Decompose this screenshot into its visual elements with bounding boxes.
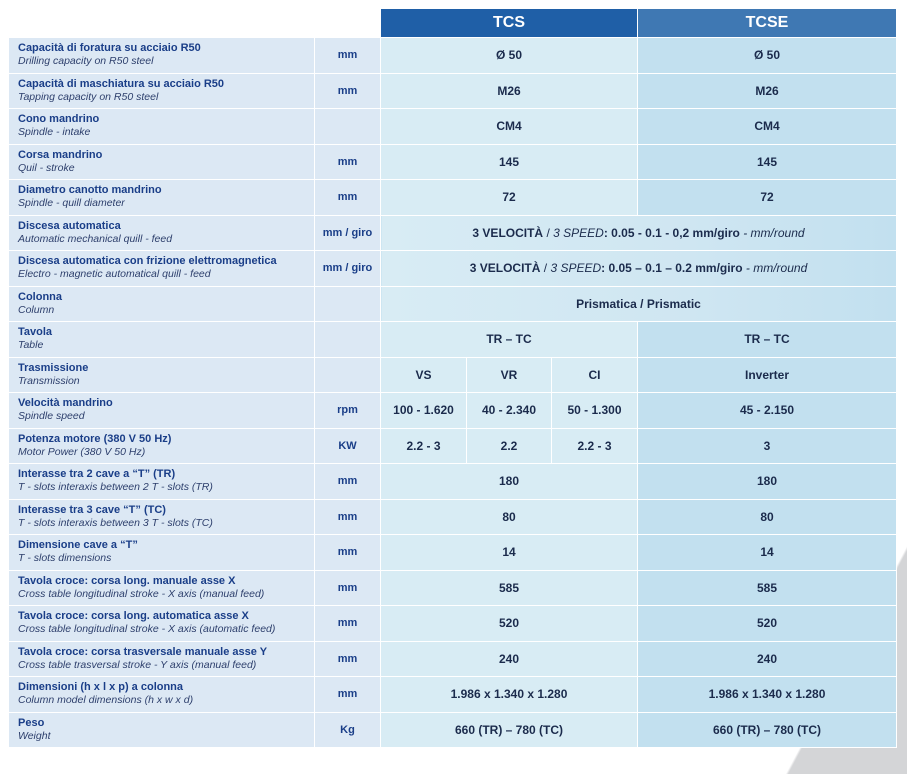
row-label	[9, 570, 315, 606]
label-en: Cross table trasversal stroke - Y axis (manual feed)	[18, 658, 257, 671]
tcs-value: 240	[381, 641, 638, 677]
label-en: Weight	[18, 729, 51, 742]
tcs-value: 80	[381, 499, 638, 535]
row-label	[9, 464, 315, 500]
row-label	[9, 428, 315, 464]
label-en: Motor Power (380 V 50 Hz)	[18, 445, 146, 458]
label-en: Automatic mechanical quill - feed	[18, 232, 173, 245]
unit-cell: mm	[315, 38, 381, 74]
tcse-value: 145	[638, 144, 897, 180]
label-it: Corsa mandrino	[18, 148, 103, 161]
row-label	[9, 393, 315, 429]
table-row	[9, 144, 897, 180]
spec-table	[8, 8, 897, 748]
label-en: Electro - magnetic automatical quill - feed	[18, 268, 211, 281]
table-row	[9, 73, 897, 109]
tcse-value: TR – TC	[638, 322, 897, 358]
row-label	[9, 641, 315, 677]
tcs-vr-value: VR	[467, 357, 552, 393]
tcse-value: 1.986 x 1.340 x 1.280	[638, 677, 897, 713]
unit-cell: mm	[315, 606, 381, 642]
tcse-value: 14	[638, 535, 897, 571]
feed-values: : 0.05 – 0.1 – 0.2 mm/giro	[601, 261, 743, 276]
shared-value	[381, 251, 897, 287]
table-row	[9, 180, 897, 216]
table-row	[9, 677, 897, 713]
label-en: Spindle - intake	[18, 126, 91, 139]
label-it: Discesa automatica con frizione elettromagnetica	[18, 255, 277, 268]
tcs-value: M26	[381, 73, 638, 109]
label-it: Tavola croce: corsa trasversale manuale asse Y	[18, 645, 268, 658]
tcs-vs-value: 2.2 - 3	[381, 428, 467, 464]
row-label	[9, 322, 315, 358]
row-label	[9, 357, 315, 393]
tcs-vr-value: 2.2	[467, 428, 552, 464]
table-row	[9, 499, 897, 535]
tcs-value: 72	[381, 180, 638, 216]
row-label	[9, 215, 315, 251]
speed-count-en: 3 SPEED	[550, 261, 602, 276]
separator: /	[540, 261, 551, 276]
table-row	[9, 251, 897, 287]
unit-cell: mm	[315, 535, 381, 571]
unit-cell: mm	[315, 180, 381, 216]
label-en: Transmission	[18, 374, 80, 387]
row-label	[9, 109, 315, 145]
label-it: Potenza motore (380 V 50 Hz)	[18, 432, 172, 445]
row-label	[9, 73, 315, 109]
tcse-value: 660 (TR) – 780 (TC)	[638, 712, 897, 748]
table-row	[9, 641, 897, 677]
tcs-value: 14	[381, 535, 638, 571]
label-it: Diametro canotto mandrino	[18, 184, 162, 197]
tcs-value: 145	[381, 144, 638, 180]
label-en: Quil - stroke	[18, 161, 75, 174]
tcs-value: 1.986 x 1.340 x 1.280	[381, 677, 638, 713]
row-label	[9, 286, 315, 322]
unit-cell: mm	[315, 499, 381, 535]
label-it: Tavola croce: corsa long. automatica asse X	[18, 610, 249, 623]
feed-unit-en: - mm/round	[739, 225, 805, 240]
row-label	[9, 712, 315, 748]
label-en: Column model dimensions (h x w x d)	[18, 694, 194, 707]
tcs-value: 520	[381, 606, 638, 642]
label-it: Colonna	[18, 290, 62, 303]
unit-cell: KW	[315, 428, 381, 464]
table-row	[9, 570, 897, 606]
row-label	[9, 535, 315, 571]
table-row	[9, 286, 897, 322]
tcse-value: 240	[638, 641, 897, 677]
speed-count-en: 3 SPEED	[553, 225, 604, 240]
unit-cell: Kg	[315, 712, 381, 748]
row-label	[9, 144, 315, 180]
unit-cell	[315, 322, 381, 358]
tcse-value: 520	[638, 606, 897, 642]
label-en: Cross table longitudinal stroke - X axis (manual feed)	[18, 587, 265, 600]
label-it: Interasse tra 2 cave a “T” (TR)	[18, 468, 176, 481]
header-tcse: TCSE	[638, 9, 897, 38]
tcse-value: 180	[638, 464, 897, 500]
row-label	[9, 38, 315, 74]
unit-cell: mm	[315, 464, 381, 500]
table-row	[9, 393, 897, 429]
tcs-ci-value: 50 - 1.300	[552, 393, 638, 429]
row-label	[9, 499, 315, 535]
label-it: Dimensioni (h x l x p) a colonna	[18, 681, 184, 694]
label-it: Velocità mandrino	[18, 397, 113, 410]
label-it: Discesa automatica	[18, 219, 121, 232]
unit-cell: rpm	[315, 393, 381, 429]
label-en: T - slots interaxis between 2 T - slots (TR)	[18, 481, 213, 494]
label-en: Tapping capacity on R50 steel	[18, 90, 159, 103]
tcs-vs-value: VS	[381, 357, 467, 393]
label-it: Tavola	[18, 326, 53, 339]
unit-cell	[315, 286, 381, 322]
table-row	[9, 712, 897, 748]
label-en: Spindle speed	[18, 410, 85, 423]
label-en: Column	[18, 303, 55, 316]
label-en: Cross table longitudinal stroke - X axis (automatic feed)	[18, 623, 276, 636]
unit-cell: mm	[315, 144, 381, 180]
tcse-value: Inverter	[638, 357, 897, 393]
shared-value	[381, 215, 897, 251]
table-row	[9, 464, 897, 500]
tcs-value: 180	[381, 464, 638, 500]
unit-cell: mm	[315, 677, 381, 713]
label-it: Interasse tra 3 cave “T” (TC)	[18, 503, 166, 516]
shared-value: Prismatica / Prismatic	[381, 286, 897, 322]
unit-cell: mm	[315, 73, 381, 109]
table-row	[9, 606, 897, 642]
table-row	[9, 38, 897, 74]
separator: /	[543, 225, 554, 240]
label-it: Dimensione cave a “T”	[18, 539, 138, 552]
label-it: Capacità di foratura su acciaio R50	[18, 42, 201, 55]
tcs-value: Ø 50	[381, 38, 638, 74]
unit-cell: mm / giro	[315, 251, 381, 287]
table-row	[9, 535, 897, 571]
label-en: T - slots dimensions	[18, 552, 112, 565]
tcs-vs-value: 100 - 1.620	[381, 393, 467, 429]
label-it: Cono mandrino	[18, 113, 100, 126]
header-blank	[9, 9, 381, 38]
tcse-value: M26	[638, 73, 897, 109]
table-row	[9, 428, 897, 464]
label-it: Tavola croce: corsa long. manuale asse X	[18, 574, 236, 587]
table-row	[9, 357, 897, 393]
tcse-value: 45 - 2.150	[638, 393, 897, 429]
label-it: Trasmissione	[18, 361, 89, 374]
tcs-value: CM4	[381, 109, 638, 145]
row-label	[9, 251, 315, 287]
unit-cell	[315, 357, 381, 393]
tcs-value: 585	[381, 570, 638, 606]
table-row	[9, 322, 897, 358]
tcse-value: 80	[638, 499, 897, 535]
label-it: Capacità di maschiatura su acciaio R50	[18, 77, 225, 90]
label-it: Peso	[18, 716, 45, 729]
speed-count: 3 VELOCITÀ	[469, 261, 541, 276]
tcse-value: 72	[638, 180, 897, 216]
label-en: Table	[18, 339, 44, 352]
unit-cell: mm / giro	[315, 215, 381, 251]
tcs-value: 660 (TR) – 780 (TC)	[381, 712, 638, 748]
feed-unit-en: - mm/round	[742, 261, 808, 276]
header-tcs: TCS	[381, 9, 638, 38]
row-label	[9, 606, 315, 642]
tcs-value: TR – TC	[381, 322, 638, 358]
tcs-ci-value: CI	[552, 357, 638, 393]
tcs-ci-value: 2.2 - 3	[552, 428, 638, 464]
row-label	[9, 180, 315, 216]
label-en: Spindle - quill diameter	[18, 197, 125, 210]
unit-cell: mm	[315, 641, 381, 677]
tcse-value: Ø 50	[638, 38, 897, 74]
speed-count: 3 VELOCITÀ	[472, 225, 544, 240]
label-en: Drilling capacity on R50 steel	[18, 55, 154, 68]
table-row	[9, 109, 897, 145]
unit-cell: mm	[315, 570, 381, 606]
label-en: T - slots interaxis between 3 T - slots (TC)	[18, 516, 213, 529]
feed-values: : 0.05 - 0.1 - 0,2 mm/giro	[603, 225, 740, 240]
tcs-vr-value: 40 - 2.340	[467, 393, 552, 429]
table-row	[9, 215, 897, 251]
header-row	[9, 9, 897, 38]
tcse-value: 3	[638, 428, 897, 464]
tcse-value: 585	[638, 570, 897, 606]
unit-cell	[315, 109, 381, 145]
tcse-value: CM4	[638, 109, 897, 145]
row-label	[9, 677, 315, 713]
